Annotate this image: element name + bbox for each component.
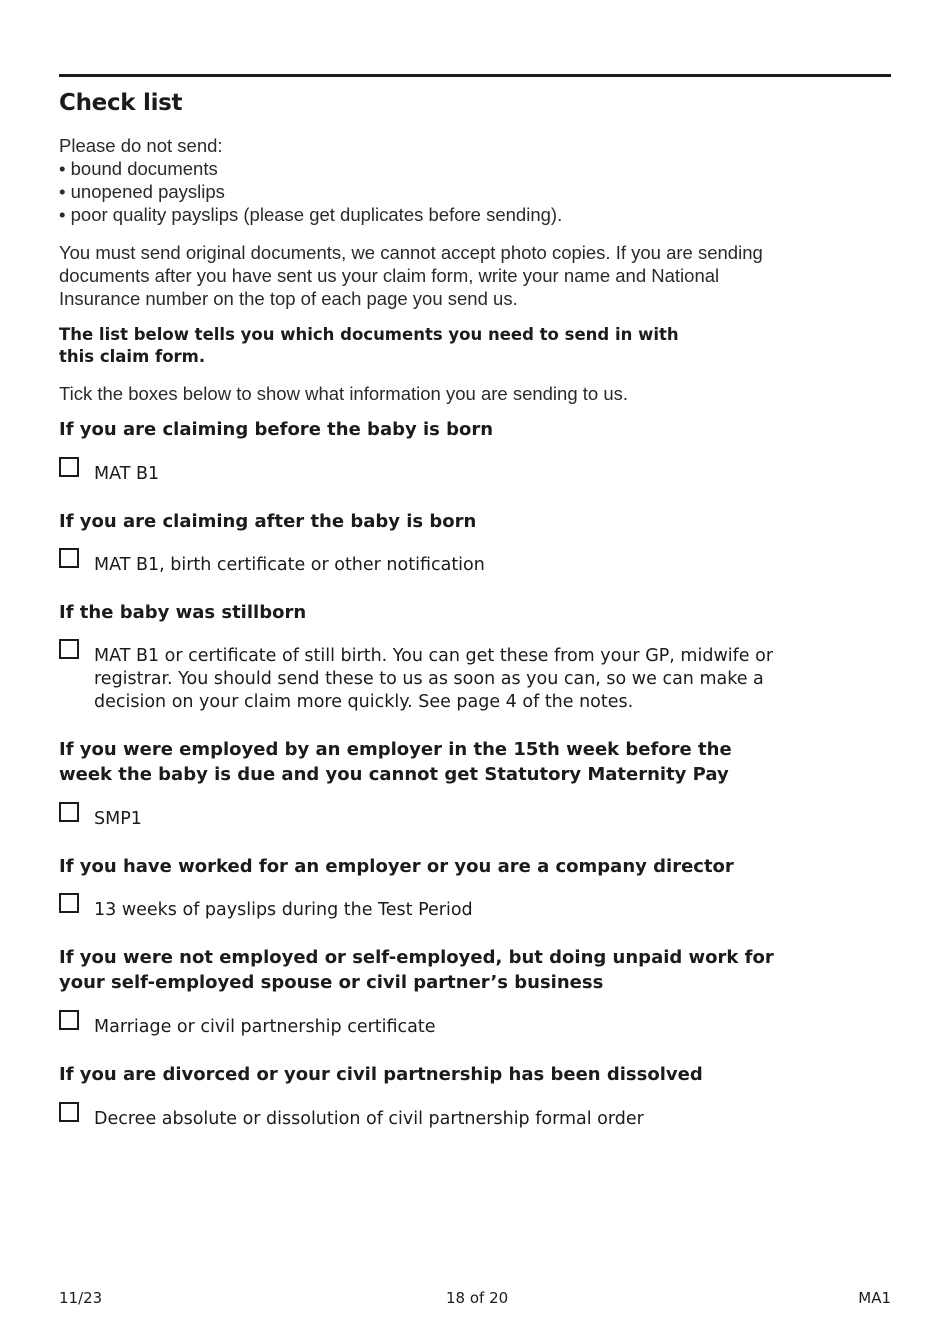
- tick-instruction: Tick the boxes below to show what information you are sending to us.: [59, 383, 629, 404]
- list-item: • bound documents: [59, 158, 218, 179]
- footer-form-code: MA1: [858, 1289, 891, 1307]
- checklist-section: [59, 509, 891, 577]
- checklist-item-label: MAT B1, birth certificate or other notification: [94, 555, 485, 575]
- checklist-item-label: MAT B1: [94, 464, 160, 484]
- checklist-section: [59, 600, 891, 714]
- checkbox-birth-certificate[interactable]: [59, 548, 79, 568]
- checklist-section: [59, 737, 891, 831]
- footer-page-number: 18 of 20: [446, 1289, 509, 1307]
- checklist-item: [59, 808, 891, 831]
- originals-paragraph: You must send original documents, we cannot accept photo copies. If you are sending documents after you have sent us your claim form, write your name and National Insurance number on the top of each page you send us.: [59, 242, 763, 309]
- checklist-item: [59, 554, 891, 577]
- checklist-item-label: Decree absolute or dissolution of civil partnership formal order: [94, 1109, 644, 1129]
- do-not-send-block: [59, 134, 891, 226]
- checklist-item: [59, 1016, 891, 1039]
- section-heading: If you are claiming before the baby is born: [59, 419, 494, 440]
- checklist-section: [59, 945, 891, 1039]
- checkbox-stillbirth[interactable]: [59, 639, 79, 659]
- checklist-item-label: SMP1: [94, 809, 142, 829]
- checklist-item: [59, 463, 891, 486]
- checklist-section: [59, 854, 891, 922]
- page-title: Check list: [59, 90, 183, 116]
- footer-date: 11/23: [59, 1289, 103, 1307]
- do-not-send-lead: Please do not send:: [59, 135, 223, 156]
- checklist-item: [59, 1108, 891, 1131]
- list-item: • poor quality payslips (please get duplicates before sending).: [59, 204, 563, 225]
- section-heading: If you have worked for an employer or you are a company director: [59, 856, 734, 877]
- checklist-section: [59, 1062, 891, 1131]
- checkbox-mat-b1[interactable]: [59, 457, 79, 477]
- section-heading: If the baby was stillborn: [59, 602, 307, 623]
- checkbox-marriage-certificate[interactable]: [59, 1010, 79, 1030]
- checkbox-smp1[interactable]: [59, 802, 79, 822]
- checklist-section: [59, 417, 891, 486]
- section-heading: If you are divorced or your civil partnership has been dissolved: [59, 1064, 703, 1085]
- checklist-item-label: 13 weeks of payslips during the Test Period: [94, 900, 473, 920]
- documents-note: The list below tells you which documents you need to send in with this claim form.: [59, 325, 679, 366]
- checklist-item: [59, 899, 891, 922]
- section-heading: If you were employed by an employer in the 15th week before the week the baby is due and you cannot get Statutory Maternity Pay: [59, 739, 732, 785]
- do-not-send-list: [59, 157, 891, 226]
- checkbox-payslips[interactable]: [59, 893, 79, 913]
- checklist-item-label: MAT B1 or certificate of still birth. You can get these from your GP, midwife or registrar. You should send these to us as soon as you can, so we can make a decision on your claim more quickly. See page 4 of the notes.: [94, 646, 774, 712]
- checkbox-decree-absolute[interactable]: [59, 1102, 79, 1122]
- checklist-item: [59, 645, 891, 714]
- list-item: • unopened payslips: [59, 181, 225, 202]
- section-heading: If you were not employed or self-employed, but doing unpaid work for your self-employed spouse or civil partner’s business: [59, 947, 774, 993]
- section-heading: If you are claiming after the baby is born: [59, 511, 477, 532]
- page-content: [59, 74, 891, 1131]
- top-rule: [59, 74, 891, 77]
- checklist-item-label: Marriage or civil partnership certificate: [94, 1017, 436, 1037]
